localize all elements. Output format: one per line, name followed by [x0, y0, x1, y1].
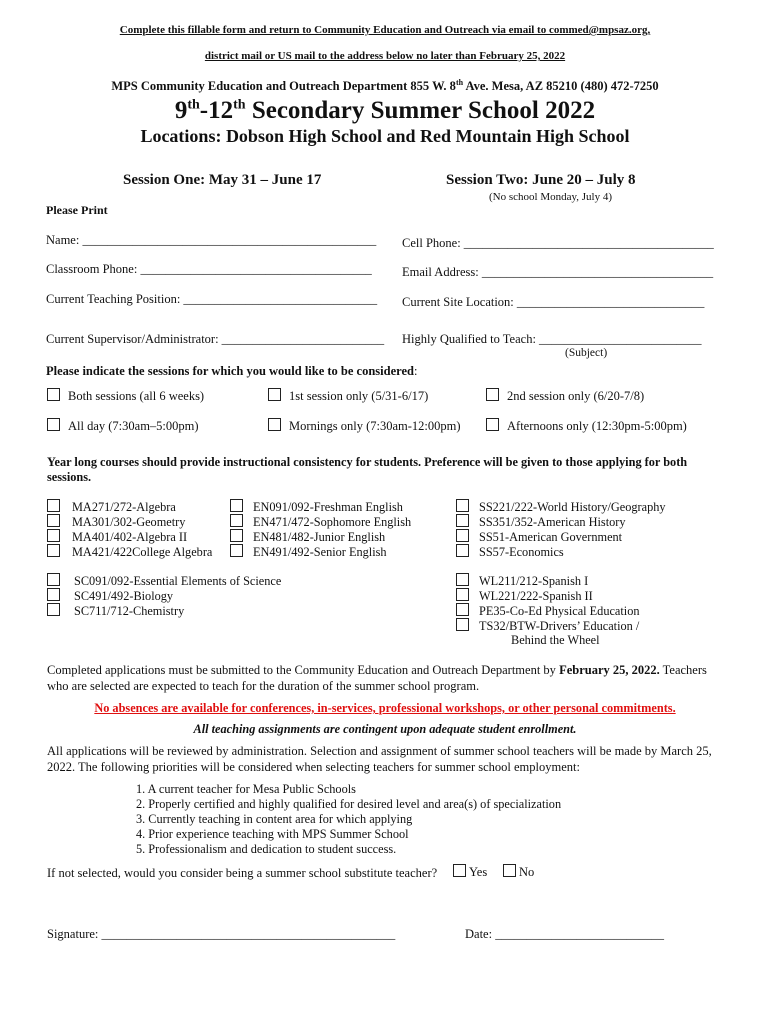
course-item[interactable] [47, 514, 212, 529]
submission-date: February 25, 2022. [559, 663, 660, 677]
course-item[interactable] [47, 544, 212, 559]
option-mornings[interactable] [268, 418, 461, 434]
title-sup-2: th [233, 97, 246, 113]
priorities-list [136, 782, 561, 857]
course-item[interactable] [47, 529, 212, 544]
checkbox[interactable] [47, 588, 60, 601]
dept-text-a: MPS Community Education and Outreach Department 855 W. 8 [111, 79, 456, 94]
course-item[interactable] [456, 588, 640, 603]
course-label: MA421/422College Algebra [72, 545, 213, 559]
course-label: WL221/222-Spanish II [479, 589, 593, 603]
course-item[interactable] [47, 573, 281, 588]
department-address [0, 78, 770, 94]
checkbox[interactable] [456, 618, 469, 631]
supervisor-field[interactable]: Current Supervisor/Administrator: __________________________ [46, 332, 385, 346]
classroom-phone-field[interactable]: Classroom Phone: _____________________________________ [46, 262, 372, 276]
course-label: SS351/352-American History [479, 515, 626, 529]
review-paragraph: All applications will be reviewed by administration. Selection and assignment of summer school teachers will be made by March 25, 2022. The following priorities will be considered when selecting teachers for summer school employment: [47, 744, 712, 774]
checkbox[interactable] [456, 588, 469, 601]
title-b: -12 [199, 97, 234, 124]
course-checkboxes-social [456, 499, 666, 559]
checkbox[interactable] [268, 388, 281, 401]
course-checkboxes-math [47, 499, 212, 559]
course-item[interactable] [456, 618, 640, 633]
checkbox[interactable] [486, 388, 499, 401]
course-label: WL211/212-Spanish I [479, 574, 589, 588]
checkbox[interactable] [47, 388, 60, 401]
session-prompt [46, 364, 417, 379]
course-item-continuation: Behind the Wheel [511, 633, 600, 647]
checkbox[interactable] [456, 499, 469, 512]
course-label: MA301/302-Geometry [72, 515, 186, 529]
name-field[interactable]: Name: _______________________________________________ [46, 233, 377, 247]
session-prompt-text: Please indicate the sessions for which you would like to be considered [46, 364, 414, 378]
checkbox[interactable] [47, 418, 60, 431]
option-both-sessions[interactable] [47, 388, 204, 404]
course-label: SS221/222-World History/Geography [479, 500, 666, 514]
title-c: Secondary Summer School 2022 [245, 97, 596, 124]
substitute-question: If not selected, would you consider being a summer school substitute teacher? [47, 866, 438, 880]
priority-item: 5. Professionalism and dedication to student success. [136, 842, 397, 856]
course-label: EN491/492-Senior English [253, 545, 387, 559]
course-label: EN091/092-Freshman English [253, 500, 403, 514]
year-long-note-1: Year long courses should provide instructional consistency for students. Preference will be given to those applying for both [47, 455, 688, 469]
course-label: EN471/472-Sophomore English [253, 515, 412, 529]
option-afternoons[interactable] [486, 418, 687, 434]
checkbox[interactable] [456, 529, 469, 542]
checkbox[interactable] [230, 499, 243, 512]
course-item[interactable] [230, 499, 411, 514]
page-title [0, 97, 770, 125]
instructions-line-1: Complete this fillable form and return to Community Education and Outreach via email to commed@mpsaz.org, [119, 24, 651, 36]
session-two-note: (No school Monday, July 4) [489, 191, 613, 203]
option-label: 1st session only (5/31-6/17) [289, 389, 429, 403]
checkbox[interactable] [47, 544, 60, 557]
course-checkboxes-science [47, 573, 281, 618]
course-label: SC491/492-Biology [74, 589, 174, 603]
course-item[interactable] [456, 603, 640, 618]
priority-item: 1. A current teacher for Mesa Public Schools [136, 782, 356, 796]
checkbox[interactable] [456, 514, 469, 527]
year-long-note-2: sessions. [47, 470, 92, 484]
substitute-no-option[interactable] [503, 864, 534, 880]
option-label: Both sessions (all 6 weeks) [68, 389, 205, 403]
no-absences-notice: No absences are available for conferences, in-services, professional workshops, or other personal commitments. [94, 701, 676, 715]
checkbox[interactable] [47, 514, 60, 527]
priority-item: 2. Properly certified and highly qualified for desired level and area(s) of specialization [136, 797, 562, 811]
course-checkboxes-english [230, 499, 411, 559]
option-label: Afternoons only (12:30pm-5:00pm) [507, 419, 687, 433]
course-item[interactable] [230, 529, 411, 544]
subject-note: (Subject) [565, 347, 608, 359]
checkbox[interactable] [503, 864, 516, 877]
highly-qualified-field[interactable]: Highly Qualified to Teach: __________________________ [402, 332, 702, 346]
checkbox[interactable] [486, 418, 499, 431]
checkbox[interactable] [456, 573, 469, 586]
course-label: SC711/712-Chemistry [74, 604, 185, 618]
priority-item: 3. Currently teaching in content area for which applying [136, 812, 413, 826]
date-field[interactable]: Date: ___________________________ [465, 927, 664, 941]
checkbox[interactable] [230, 544, 243, 557]
checkbox[interactable] [456, 603, 469, 616]
session-one: Session One: May 31 – June 17 [123, 172, 322, 188]
priority-item: 4. Prior experience teaching with MPS Summer School [136, 827, 409, 841]
course-label: TS32/BTW-Drivers’ Education / [479, 619, 640, 633]
course-label: EN481/482-Junior English [253, 530, 386, 544]
course-label: SC091/092-Essential Elements of Science [74, 574, 282, 588]
session-prompt-colon: : [413, 364, 418, 378]
checkbox[interactable] [47, 499, 60, 512]
no-label: No [519, 865, 535, 879]
course-item[interactable] [456, 529, 666, 544]
checkbox[interactable] [47, 573, 60, 586]
cell-phone-field[interactable]: Cell Phone: ________________________________________ [402, 236, 714, 250]
submission-text-a: Completed applications must be submitted to the Community Education and Outreach Department by [47, 663, 560, 677]
option-all-day[interactable] [47, 418, 199, 434]
yes-label: Yes [469, 865, 488, 879]
option-label: 2nd session only (6/20-7/8) [507, 389, 645, 403]
course-label: MA401/402-Algebra II [72, 530, 188, 544]
dept-text-b: Ave. Mesa, AZ 85210 (480) 472-7250 [463, 79, 659, 94]
course-checkboxes-other [456, 573, 640, 648]
course-item[interactable] [456, 544, 666, 559]
contingent-notice: All teaching assignments are contingent upon adequate student enrollment. [193, 722, 577, 736]
substitute-yes-option[interactable] [453, 864, 487, 880]
course-label: PE35-Co-Ed Physical Education [479, 604, 640, 618]
site-location-field[interactable]: Current Site Location: ______________________________ [402, 295, 705, 309]
signature-field[interactable]: Signature: _______________________________________________ [47, 927, 396, 941]
session-two: Session Two: June 20 – July 8 [446, 172, 636, 188]
title-a: 9 [174, 97, 188, 124]
dept-sup: th [455, 78, 464, 87]
checkbox[interactable] [230, 529, 243, 542]
course-item[interactable] [456, 514, 666, 529]
please-print: Please Print [46, 203, 108, 217]
course-item[interactable] [47, 588, 281, 603]
checkbox[interactable] [47, 603, 60, 616]
option-label: Mornings only (7:30am-12:00pm) [289, 419, 461, 433]
submission-paragraph [47, 662, 727, 694]
course-item[interactable] [456, 573, 640, 588]
course-item[interactable] [230, 544, 411, 559]
course-label: MA271/272-Algebra [72, 500, 176, 514]
option-label: All day (7:30am–5:00pm) [68, 419, 199, 433]
course-item[interactable] [47, 499, 212, 514]
title-sup-1: th [187, 97, 200, 113]
locations: Locations: Dobson High School and Red Mountain High School [140, 126, 630, 146]
teaching-position-field[interactable]: Current Teaching Position: _______________________________ [46, 292, 378, 306]
submission-text-b: Teachers who are selected are expected to teach for the duration of the summer school program. [47, 663, 707, 693]
checkbox[interactable] [47, 529, 60, 542]
course-item[interactable] [230, 514, 411, 529]
course-label: SS57-Economics [479, 545, 564, 559]
checkbox[interactable] [268, 418, 281, 431]
course-item[interactable] [456, 499, 666, 514]
instructions-line-2: district mail or US mail to the address below no later than February 25, 2022 [204, 50, 566, 62]
checkbox[interactable] [456, 544, 469, 557]
checkbox[interactable] [230, 514, 243, 527]
option-second-session[interactable] [486, 388, 644, 404]
email-field[interactable]: Email Address: _____________________________________ [402, 265, 714, 279]
checkbox[interactable] [453, 864, 466, 877]
course-item[interactable] [47, 603, 281, 618]
course-label: SS51-American Government [479, 530, 623, 544]
option-first-session[interactable] [268, 388, 428, 404]
